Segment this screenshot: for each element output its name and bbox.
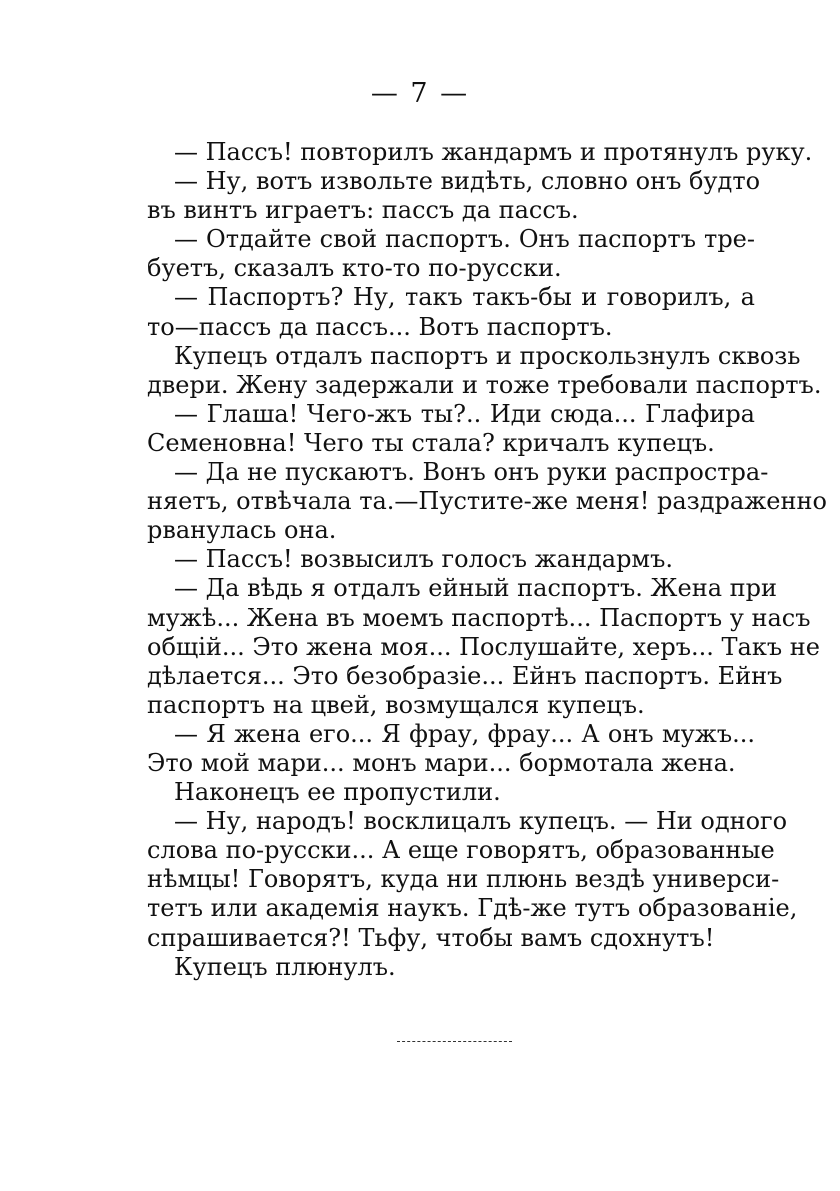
- text-line: паспортъ на цвей, возмущался купецъ.: [147, 690, 645, 719]
- text-line: спрашивается?! Тьфу, чтобы вамъ сдохнутъ!: [147, 923, 715, 952]
- page-number: — 7 —: [370, 78, 470, 109]
- text-line: — Я жена его... Я фрау, фрау... А онъ мужъ...: [174, 719, 755, 748]
- text-line: слова по-русски... А еще говорятъ, образованные: [147, 836, 775, 865]
- text-line: — Пассъ! повторилъ жандармъ и протянулъ руку.: [174, 138, 813, 166]
- text-line: нѣмцы! Говорятъ, куда ни плюнь вездѣ универси-: [147, 865, 780, 894]
- text-line: дѣлается... Это безобразіе... Ейнъ паспортъ. Ейнъ: [147, 661, 783, 690]
- text-line: тетъ или академія наукъ. Гдѣ-же тутъ образованіе,: [147, 894, 798, 923]
- text-line: — Да вѣдь я отдалъ ейный паспортъ. Жена при: [174, 574, 777, 603]
- text-line: — Отдайте свой паспортъ. Онъ паспортъ тре-: [174, 225, 755, 254]
- text-line: рванулась она.: [147, 516, 337, 545]
- text-line: — Ну, народъ! восклицалъ купецъ. — Ни одного: [174, 807, 788, 836]
- text-line: — Ну, вотъ извольте видѣть, словно онъ будто: [174, 167, 761, 196]
- section-end-rule: [397, 1041, 512, 1042]
- text-line: буетъ, сказалъ кто-то по-русски.: [147, 254, 562, 283]
- text-line: мужѣ... Жена въ моемъ паспортѣ... Паспортъ у насъ: [147, 603, 811, 632]
- text-line: въ винтъ играетъ: пассъ да пассъ.: [147, 196, 579, 225]
- text-line: общій... Это жена моя... Послушайте, херъ... Такъ не: [147, 632, 820, 661]
- text-line: двери. Жену задержали и тоже требовали паспортъ.: [147, 370, 822, 399]
- text-line: — Глаша! Чего-жъ ты?.. Иди сюда... Глафира: [174, 399, 755, 428]
- text-line: — Паспортъ? Ну, такъ такъ-бы и говорилъ, а: [174, 283, 755, 312]
- text-line: то—пассъ да пассъ... Вотъ паспортъ.: [147, 312, 613, 341]
- text-line: Наконецъ ее пропустили.: [174, 778, 501, 807]
- text-line: Это мой мари... монъ мари... бормотала жена.: [147, 748, 736, 777]
- text-line: Семеновна! Чего ты стала? кричалъ купецъ.: [147, 428, 715, 457]
- body-text: [147, 138, 827, 982]
- text-line: — Пассъ! возвысилъ голосъ жандармъ.: [174, 545, 673, 574]
- text-line: Купецъ плюнулъ.: [174, 952, 396, 981]
- text-line: Купецъ отдалъ паспортъ и проскользнулъ сквозь: [174, 341, 801, 370]
- text-line: няетъ, отвѣчала та.—Пустите-же меня! раздраженно: [147, 487, 827, 516]
- text-line: — Да не пускаютъ. Вонъ онъ руки распростра-: [174, 458, 769, 487]
